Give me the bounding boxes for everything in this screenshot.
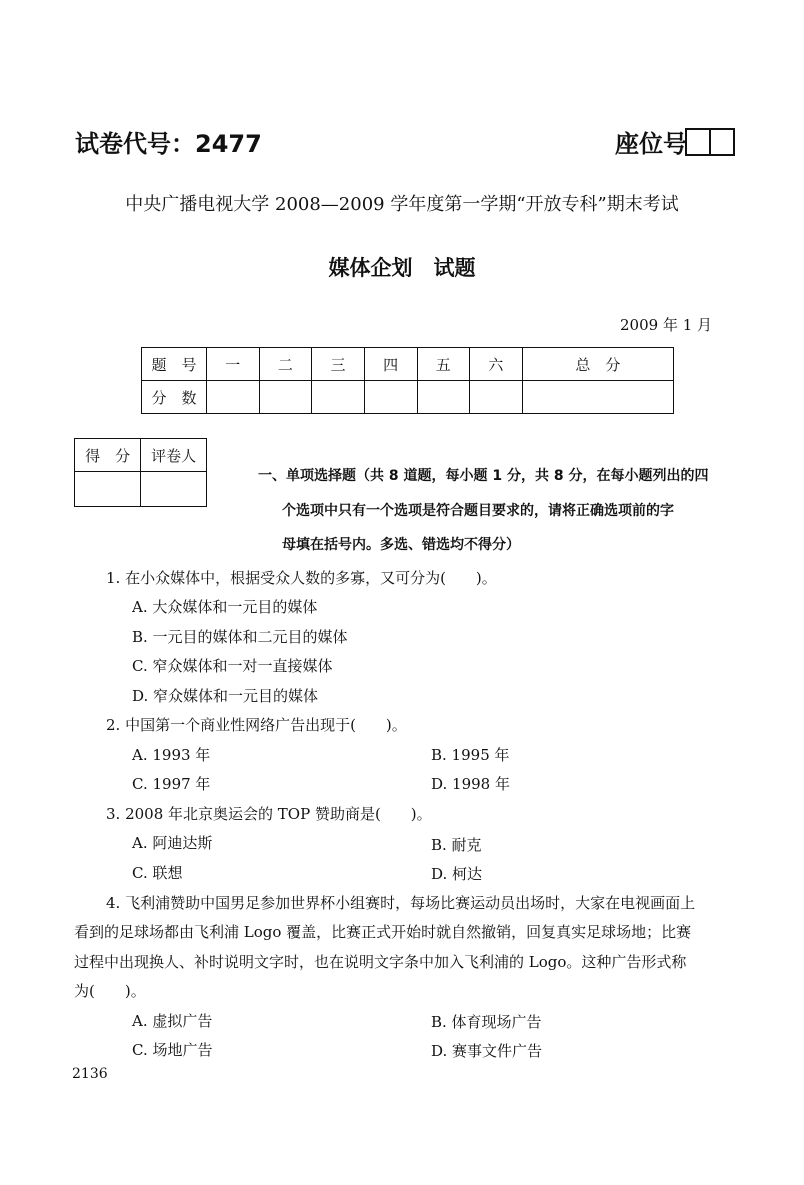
q2-option-a: A. 1993 年 bbox=[132, 746, 211, 764]
score-cell-4[interactable] bbox=[364, 381, 417, 414]
score-col-3: 三 bbox=[312, 348, 365, 381]
seat-box-2 bbox=[709, 128, 735, 156]
question-4-stem-line-3: 过程中出现换人、补时说明文字时，也在说明文字条中加入飞利浦的 Logo。这种广告形式称 bbox=[74, 953, 687, 971]
q4-option-a: A. 虚拟广告 bbox=[132, 1012, 213, 1030]
q1-option-c: C. 窄众媒体和一对一直接媒体 bbox=[132, 657, 333, 675]
score-cell-1[interactable] bbox=[207, 381, 260, 414]
question-1-stem: 1. 在小众媒体中，根据受众人数的多寡，又可分为( )。 bbox=[106, 569, 497, 587]
question-4-stem-line-2: 看到的足球场都由飞利浦 Logo 覆盖，比赛正式开始时就自然撤销，回复真实足球场地；比赛 bbox=[74, 923, 692, 941]
exam-code: 试卷代号：2477 bbox=[75, 130, 262, 158]
score-row2-header: 分 数 bbox=[142, 381, 207, 414]
score-col-6: 六 bbox=[470, 348, 523, 381]
grader-name-label: 评卷人 bbox=[141, 439, 207, 472]
page-number: 2136 bbox=[72, 1066, 108, 1082]
q2-option-d: D. 1998 年 bbox=[431, 775, 510, 793]
q4-option-d: D. 赛事文件广告 bbox=[431, 1042, 543, 1060]
score-col-2: 二 bbox=[259, 348, 312, 381]
seat-number bbox=[615, 124, 735, 159]
score-table-header-row bbox=[142, 348, 674, 381]
section1-line1: 一、单项选择题（共 8 道题，每小题 1 分，共 8 分，在每小题列出的四 bbox=[258, 468, 709, 484]
score-row1-header: 题 号 bbox=[142, 348, 207, 381]
score-cell-2[interactable] bbox=[259, 381, 312, 414]
seat-label: 座位号 bbox=[615, 130, 687, 158]
score-table bbox=[141, 347, 674, 414]
seat-box-1 bbox=[685, 128, 711, 156]
q2-option-c: C. 1997 年 bbox=[132, 775, 211, 793]
score-cell-total[interactable] bbox=[522, 381, 673, 414]
score-cell-6[interactable] bbox=[470, 381, 523, 414]
q3-option-a: A. 阿迪达斯 bbox=[132, 834, 213, 852]
exam-title: 媒体企划 试题 bbox=[328, 256, 476, 280]
q4-option-b: B. 体育现场广告 bbox=[431, 1013, 542, 1031]
section1-line3: 母填在括号内。多选、错选均不得分） bbox=[282, 537, 520, 553]
score-col-1: 一 bbox=[207, 348, 260, 381]
question-4-stem-line-4: 为( )。 bbox=[74, 982, 146, 1000]
question-3-stem: 3. 2008 年北京奥运会的 TOP 赞助商是( )。 bbox=[106, 805, 432, 823]
q1-option-a: A. 大众媒体和一元目的媒体 bbox=[132, 598, 318, 616]
question-4-stem-line-1: 4. 飞利浦赞助中国男足参加世界杯小组赛时，每场比赛运动员出场时，大家在电视画面上 bbox=[106, 894, 696, 912]
question-2-stem: 2. 中国第一个商业性网络广告出现于( )。 bbox=[106, 716, 407, 734]
score-col-total: 总 分 bbox=[522, 348, 673, 381]
section1-line2: 个选项中只有一个选项是符合题目要求的，请将正确选项前的字 bbox=[282, 503, 674, 519]
q3-option-d: D. 柯达 bbox=[431, 865, 483, 883]
university-line: 中央广播电视大学 2008—2009 学年度第一学期“开放专科”期末考试 bbox=[125, 194, 679, 215]
score-cell-5[interactable] bbox=[417, 381, 470, 414]
q1-option-d: D. 窄众媒体和一元目的媒体 bbox=[132, 687, 319, 705]
grader-score-cell[interactable] bbox=[75, 472, 141, 507]
score-cell-3[interactable] bbox=[312, 381, 365, 414]
score-table-score-row bbox=[142, 381, 674, 414]
score-col-4: 四 bbox=[364, 348, 417, 381]
score-col-5: 五 bbox=[417, 348, 470, 381]
q2-option-b: B. 1995 年 bbox=[431, 746, 510, 764]
q3-option-b: B. 耐克 bbox=[431, 836, 482, 854]
exam-date: 2009 年 1 月 bbox=[620, 316, 713, 334]
q4-option-c: C. 场地广告 bbox=[132, 1041, 213, 1059]
grader-table bbox=[74, 438, 207, 507]
q3-option-c: C. 联想 bbox=[132, 864, 183, 882]
grader-name-cell[interactable] bbox=[141, 472, 207, 507]
grader-score-label: 得 分 bbox=[75, 439, 141, 472]
q1-option-b: B. 一元目的媒体和二元目的媒体 bbox=[132, 628, 348, 646]
